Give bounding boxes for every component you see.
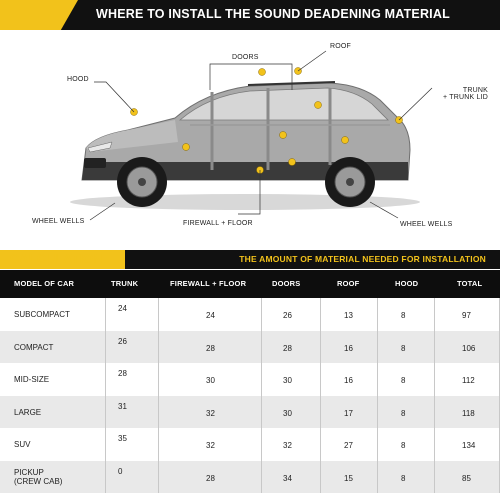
car-illustration	[0, 30, 500, 240]
cell-model-text: PICKUP	[14, 467, 44, 477]
column-divider	[105, 428, 159, 461]
cell-roof-value: 27	[344, 441, 353, 450]
callout-trunk-line2: + TRUNK LID	[442, 94, 488, 101]
cell-firewall-value: 28	[206, 473, 215, 483]
cell-model-text: MID-SIZE	[14, 375, 50, 384]
column-divider	[377, 298, 435, 331]
header-firewall-floor: FIREWALL + FLOOR	[170, 279, 247, 288]
table-header	[0, 270, 500, 298]
cell-model-subtext: (CREW CAB)	[14, 476, 63, 486]
column-divider	[377, 363, 435, 396]
table-row	[0, 331, 500, 364]
calculation-subtitle: THE AMOUNT OF MATERIAL NEEDED FOR INSTALLATION	[239, 254, 486, 264]
cell-total-value: 112	[462, 376, 475, 385]
table-row	[0, 363, 500, 396]
cell-hood-value: 8	[401, 408, 406, 418]
cell-doors-value: 30	[283, 376, 292, 385]
calculation-bar	[0, 250, 500, 269]
header-hood: HOOD	[395, 279, 419, 288]
cell-doors-value: 26	[283, 311, 292, 320]
cell-roof-value: 17	[344, 408, 353, 418]
cell-doors-value: 30	[283, 408, 292, 418]
cell-model-text: LARGE	[14, 407, 42, 417]
cell-firewall-value: 30	[206, 376, 215, 385]
table-row	[0, 298, 500, 331]
cell-model-text: SUBCOMPACT	[14, 310, 70, 319]
table-row	[0, 428, 500, 461]
cell-model-text: SUV	[14, 440, 31, 449]
header-trunk: TRUNK	[111, 279, 139, 288]
cell-total-value: 134	[462, 441, 476, 450]
cell-trunk-value: 24	[118, 304, 127, 313]
column-divider	[105, 396, 159, 429]
cell-total-value: 97	[462, 311, 471, 320]
cell-doors-value: 32	[283, 441, 292, 450]
header-model: MODEL OF CAR	[14, 279, 75, 288]
column-divider	[105, 363, 159, 396]
calculation-title: CALCULATION	[10, 252, 103, 266]
column-divider	[377, 428, 435, 461]
cell-hood-value: 8	[401, 441, 406, 450]
cell-trunk-value: 35	[118, 434, 127, 443]
callout-doors: DOORS	[232, 54, 259, 61]
cell-firewall-value: 28	[206, 343, 215, 353]
cell-roof-value: 13	[344, 311, 353, 320]
table-row	[0, 461, 500, 494]
column-divider	[377, 331, 435, 364]
cell-doors-value: 34	[283, 473, 292, 483]
cell-total-value: 118	[462, 408, 475, 418]
column-divider	[105, 461, 159, 494]
cell-firewall-value: 24	[206, 311, 215, 320]
callout-wheel-wells-left: WHEEL WELLS	[32, 218, 85, 225]
cell-model-text: COMPACT	[14, 342, 54, 352]
cell-firewall-value: 32	[206, 441, 215, 450]
cell-trunk-value: 26	[118, 336, 127, 346]
cell-trunk-value: 31	[118, 401, 127, 411]
table-row	[0, 396, 500, 429]
callout-roof: ROOF	[330, 43, 352, 50]
cell-hood-value: 8	[401, 473, 406, 483]
cell-hood-value: 8	[401, 311, 406, 320]
cell-hood-value: 8	[401, 343, 406, 353]
title-bar	[0, 0, 500, 30]
cell-roof-value: 16	[344, 376, 353, 385]
column-divider	[377, 461, 435, 494]
callout-hood: HOOD	[67, 76, 89, 83]
title-accent	[0, 0, 78, 30]
cell-doors-value: 28	[283, 343, 292, 353]
cell-firewall-value: 32	[206, 408, 215, 418]
header-total: TOTAL	[457, 279, 483, 288]
callout-wheel-wells-right: WHEEL WELLS	[400, 221, 453, 228]
callout-firewall-floor: FIREWALL + FLOOR	[183, 220, 253, 227]
cell-roof-value: 16	[344, 343, 353, 353]
callout-trunk-line1: TRUNK	[462, 87, 488, 94]
cell-roof-value: 15	[344, 473, 353, 483]
page-title: WHERE TO INSTALL THE SOUND DEADENING MATERIAL	[96, 7, 450, 21]
cell-total-value: 106	[462, 343, 476, 353]
cell-trunk-value: 28	[118, 369, 127, 378]
car-cutaway-image	[0, 30, 500, 240]
cell-total-value: 85	[462, 473, 471, 483]
header-doors: DOORS	[272, 279, 301, 288]
header-roof: ROOF	[337, 279, 360, 288]
cell-hood-value: 8	[401, 376, 406, 385]
column-divider	[105, 331, 159, 364]
cell-trunk-value: 0	[118, 466, 123, 476]
callout-trunk	[436, 87, 488, 101]
column-divider	[377, 396, 435, 429]
column-divider	[105, 298, 159, 331]
